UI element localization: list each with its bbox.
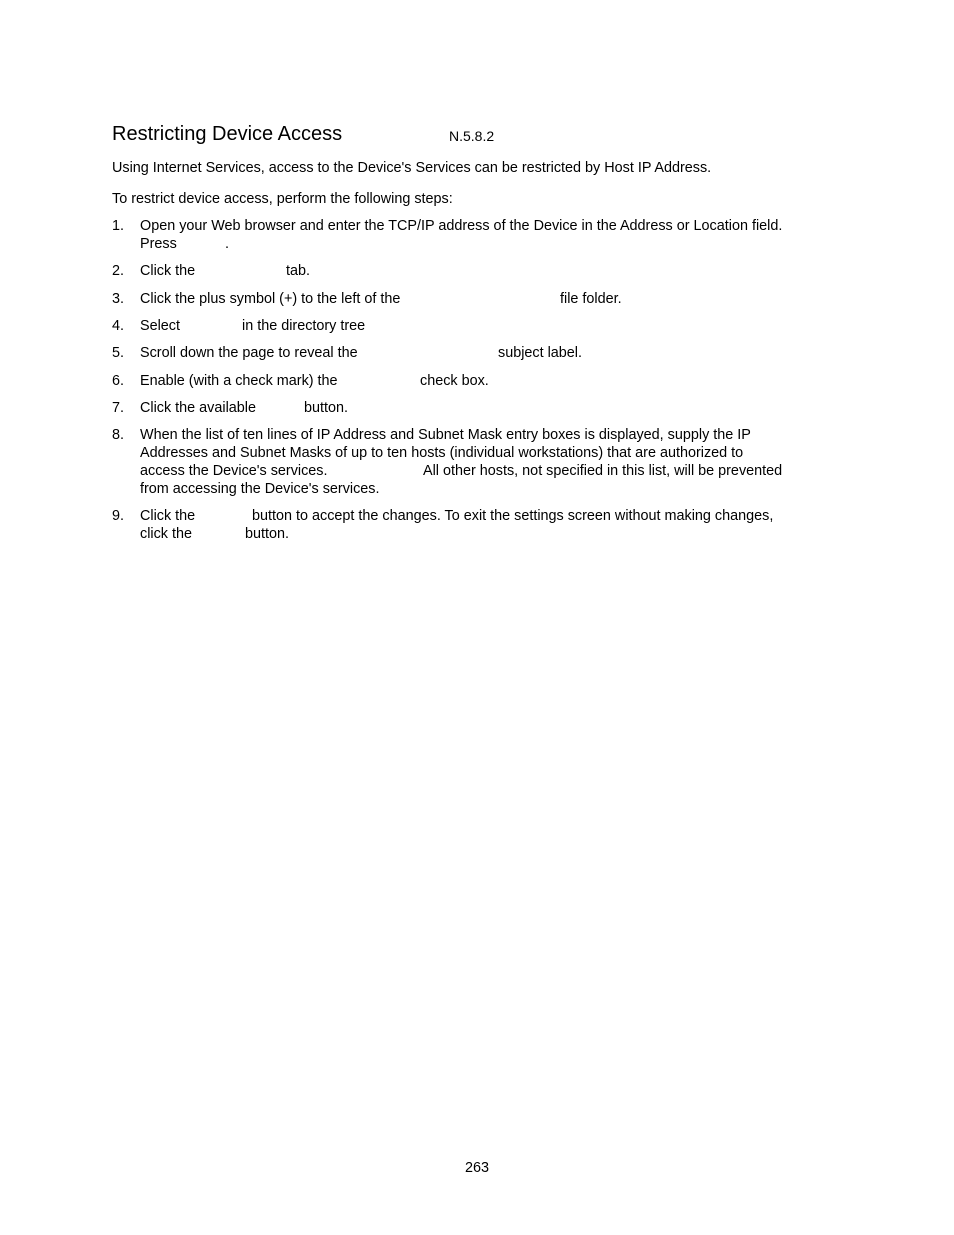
step-text-segment: Click the: [140, 508, 196, 524]
step-line: [140, 372, 842, 390]
step-number: 6.: [112, 373, 125, 389]
step-number: 5.: [112, 345, 125, 361]
step-text: [140, 217, 842, 253]
step-text-segment: in the directory tree: [242, 318, 366, 334]
step-text-segment: click the: [140, 526, 192, 542]
step-text-segment: Click the plus symbol (+) to the left of the: [140, 291, 401, 307]
step-line: [140, 235, 842, 253]
step-line: [140, 525, 842, 543]
step-text: [140, 262, 842, 280]
page-number: 263: [464, 1160, 489, 1176]
step-text-segment: Click the: [140, 263, 196, 279]
step-number: 7.: [112, 400, 125, 416]
step-text-segment: check box.: [420, 373, 489, 389]
step-number: 9.: [112, 508, 125, 524]
step-number: 3.: [112, 291, 125, 307]
step-number: 1.: [112, 218, 125, 234]
intro-paragraph: Using Internet Services, access to the Device's Services can be restricted by Host IP Address.: [112, 160, 712, 176]
steps-intro-paragraph: To restrict device access, perform the following steps:: [112, 191, 453, 207]
step-line: [140, 480, 842, 498]
step-number: 4.: [112, 318, 125, 334]
step-text-segment: subject label.: [498, 345, 582, 361]
step-text-segment: Click the available: [140, 400, 256, 416]
section-number: N.5.8.2: [449, 128, 495, 144]
step-text: [140, 317, 842, 335]
step-text-segment: Addresses and Subnet Masks of up to ten hosts (individual workstations) that are authorized to: [140, 445, 744, 461]
step-number: 2.: [112, 263, 125, 279]
step-text-segment: button to accept the changes. To exit the settings screen without making changes,: [252, 508, 774, 524]
step-line: [140, 317, 842, 335]
step-text-segment: Enable (with a check mark) the: [140, 373, 338, 389]
step-text-segment: .: [225, 236, 229, 252]
step-text-segment: When the list of ten lines of IP Address and Subnet Mask entry boxes is displayed, supply the IP: [140, 427, 751, 443]
section-heading: [112, 121, 832, 149]
step-line: [140, 344, 842, 362]
step-text-segment: Open your Web browser and enter the TCP/IP address of the Device in the Address or Location field.: [140, 218, 783, 234]
step-text-segment: button.: [304, 400, 349, 416]
step-text: [140, 507, 842, 543]
step-text-segment: from accessing the Device's services.: [140, 481, 380, 497]
step-line: [140, 290, 842, 308]
step-text: [140, 290, 842, 308]
step-line: [140, 217, 842, 235]
step-text-segment: tab.: [286, 263, 311, 279]
step-number: 8.: [112, 427, 125, 443]
step-line: [140, 462, 842, 480]
step-line: [140, 262, 842, 280]
step-line: [140, 507, 842, 525]
step-text-segment: Scroll down the page to reveal the: [140, 345, 358, 361]
step-text: [140, 372, 842, 390]
step-text-segment: file folder.: [560, 291, 622, 307]
step-text: [140, 426, 842, 498]
step-line: [140, 444, 842, 462]
step-text-segment: All other hosts, not specified in this list, will be prevented: [423, 463, 783, 479]
section-title: Restricting Device Access: [112, 123, 343, 145]
step-text-segment: Select: [140, 318, 180, 334]
step-text: [140, 399, 842, 417]
step-text-segment: Press: [140, 236, 177, 252]
step-text-segment: button.: [245, 526, 290, 542]
step-text-segment: access the Device's services.: [140, 463, 328, 479]
step-line: [140, 426, 842, 444]
step-text: [140, 344, 842, 362]
step-line: [140, 399, 842, 417]
